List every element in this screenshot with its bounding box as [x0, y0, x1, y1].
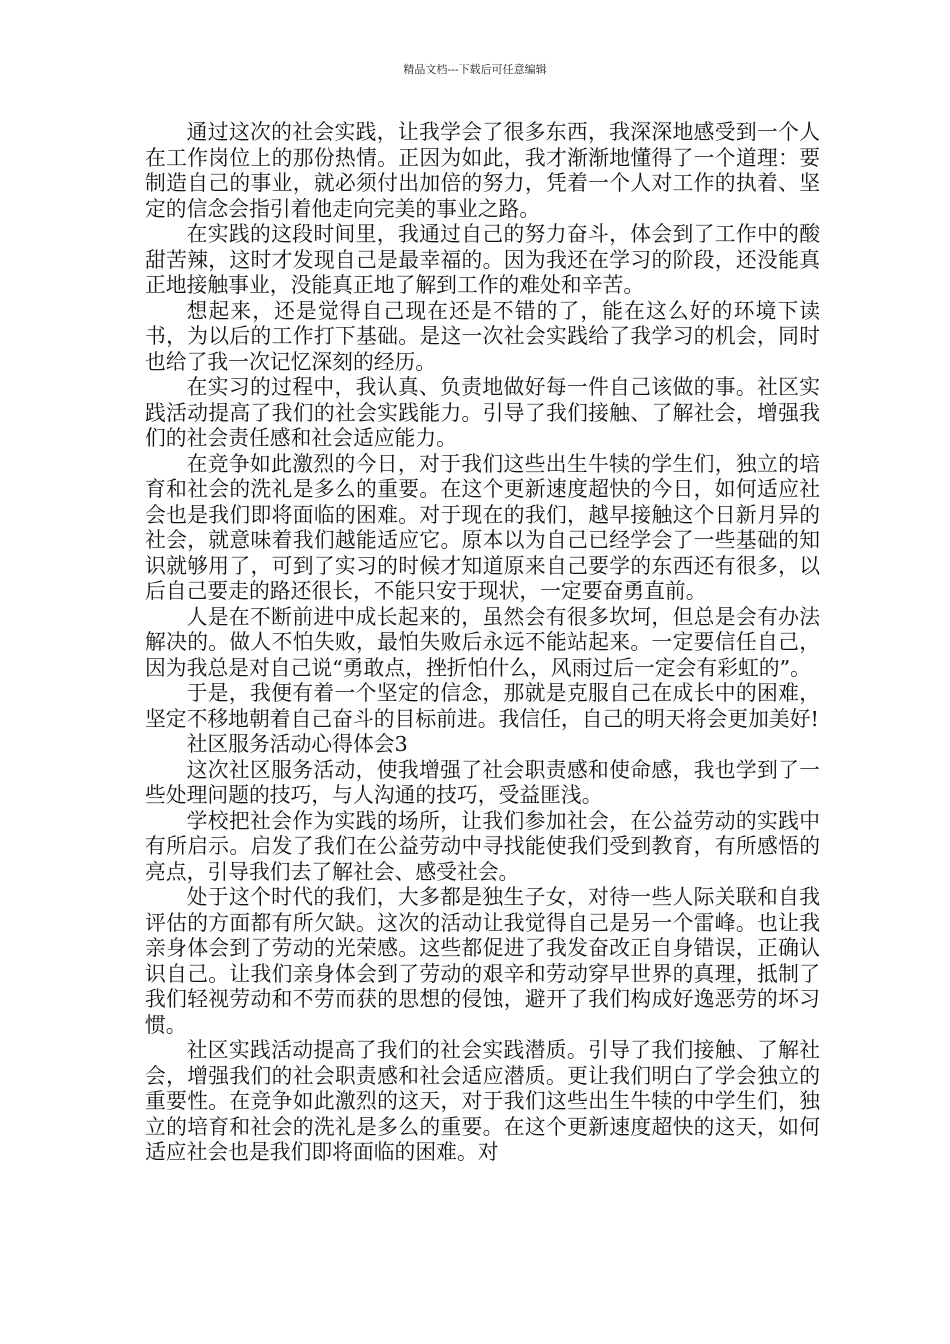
paragraph: 在实践的这段时间里，我通过自己的努力奋斗，体会到了工作中的酸甜苦辣，这时才发现自己是最幸福的。因为我还在学习的阶段，还没能真正地接触事业，没能真正地了解到工作的难处和辛苦。	[145, 222, 820, 297]
paragraph: 学校把社会作为实践的场所，让我们参加社会，在公益劳动的实践中有所启示。启发了我们在公益劳动中寻找能使我们受到教育，有所感悟的亮点，引导我们去了解社会、感受社会。	[145, 808, 820, 884]
paragraph: 于是，我便有着一个坚定的信念，那就是克服自己在成长中的困难，坚定不移地朝着自己奋斗的目标前进。我信任，自己的明天将会更加美好!	[145, 681, 820, 731]
paragraph: 社区实践活动提高了我们的社会实践潜质。引导了我们接触、了解社会，增强我们的社会职责感和社会适应潜质。更让我们明白了学会独立的重要性。在竞争如此激烈的这天，对于我们这些出生牛犊的中学生们，独立的培育和社会的洗礼是多么的重要。在这个更新速度超快的这天，如何适应社会也是我们即将面临的困难。对	[145, 1038, 820, 1164]
paragraph: 这次社区服务活动，使我增强了社会职责感和使命感，我也学到了一些处理问题的技巧，与人沟通的技巧，受益匪浅。	[145, 757, 820, 807]
paragraph: 在竞争如此激烈的今日，对于我们这些出生牛犊的学生们，独立的培育和社会的洗礼是多么的重要。在这个更新速度超快的今日，如何适应社会也是我们即将面临的困难。对于现在的我们，越早接触这个日新月异的社会，就意味着我们越能适应它。原本以为自己已经学会了一些基础的知识就够用了，可到了实习的时候才知道原来自己要学的东西还有很多，以后自己要走的路还很长，不能只安于现状，一定要奋勇直前。	[145, 451, 820, 603]
paragraph: 人是在不断前进中成长起来的，虽然会有很多坎坷，但总是会有办法解决的。做人不怕失败，最怕失败后永远不能站起来。一定要信任自己，因为我总是对自己说“勇敢点，挫折怕什么，风雨过后一定会有彩虹的”。	[145, 604, 820, 680]
section-heading: 社区服务活动心得体会3	[186, 732, 408, 756]
paragraph: 在实习的过程中，我认真、负责地做好每一件自己该做的事。社区实践活动提高了我们的社会实践能力。引导了我们接触、了解社会，增强我们的社会责任感和社会适应能力。	[145, 375, 820, 450]
paragraph: 处于这个时代的我们，大多都是独生子女，对待一些人际关联和自我评估的方面都有所欠缺。这次的活动让我觉得自己是另一个雷峰。也让我亲身体会到了劳动的光荣感。这些都促进了我发奋改正自身错误，正确认识自己。让我们亲身体会到了劳动的艰辛和劳动穿早世界的真理，抵制了我们轻视劳动和不劳而获的思想的侵蚀，避开了我们构成好逸恶劳的坏习惯。	[145, 885, 820, 1037]
page-header	[0, 62, 950, 78]
paragraph: 通过这次的社会实践，让我学会了很多东西，我深深地感受到一个人在工作岗位上的那份热情。正因为如此，我才渐渐地懂得了一个道理：要制造自己的事业，就必须付出加倍的努力，凭着一个人对工作的执着、坚定的信念会指引着他走向完美的事业之路。	[145, 120, 820, 221]
document-body	[145, 120, 820, 1166]
paragraph: 想起来，还是觉得自己现在还是不错的了，能在这么好的环境下读书，为以后的工作打下基础。是这一次社会实践给了我学习的机会，同时也给了我一次记忆深刻的经历。	[145, 298, 820, 374]
header-text: 精品文档---下载后可任意编辑	[403, 63, 547, 76]
